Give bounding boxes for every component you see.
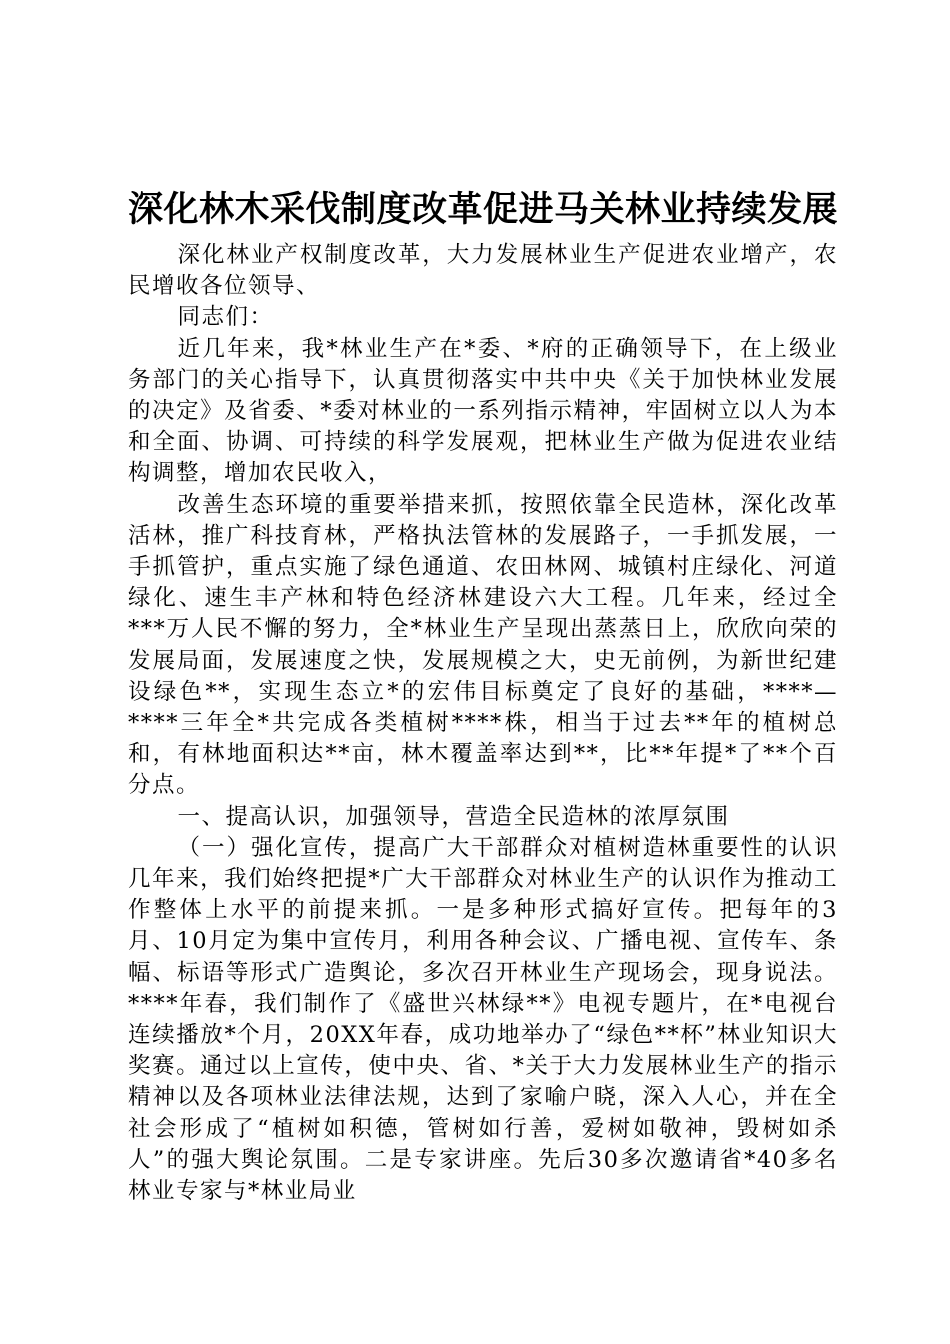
body-paragraph: 同志们： <box>177 304 274 331</box>
body-paragraph: 深化林业产权制度改革，大力发展林业生产促进农业增产，农民增收各位领导、 <box>128 242 838 300</box>
document-title: 深化林木采伐制度改革促进马关林业持续发展 <box>128 189 839 230</box>
body-paragraph: （一）强化宣传，提高广大干部群众对植树造林重要性的认识几年来，我们始终把提*广大干部群众对林业生产的认识作为推动工作整体上水平的前提来抓。一是多种形式搞好宣传。把每年的3月、10月定为集中宣传月，利用各种会议、广播电视、宣传车、条幅、标语等形式广造舆论，多次召开林业生产现场会，现身说法。****年春，我们制作了《盛世兴林绿**》电视专题片，在*电视台连续播放*个月，20XX年春，成功地举办了“绿色**杯”林业知识大奖赛。通过以上宣传，使中央、省、*关于大力发展林业生产的指示精神以及各项林业法律法规，达到了家喻户晓，深入人心，并在全社会形成了“植树如积德，管树如行善，爱树如敬神，毁树如杀人”的强大舆论氛围。二是专家讲座。先后30多次邀请省*40多名林业专家与*林业局业 <box>128 834 838 1205</box>
section-heading: 一、提高认识，加强领导，营造全民造林的浓厚氛围 <box>177 803 730 830</box>
document-body <box>128 240 838 1207</box>
body-paragraph: 近几年来，我*林业生产在*委、*府的正确领导下，在上级业务部门的关心指导下，认真贯彻落实中共中央《关于加快林业发展的决定》及省委、*委对林业的一系列指示精神，牢固树立以人为本和全面、协调、可持续的科学发展观，把林业生产做为促进农业结构调整，增加农民收入， <box>128 335 838 487</box>
body-paragraph: 改善生态环境的重要举措来抓，按照依靠全民造林，深化改革活林，推广科技育林，严格执法管林的发展路子，一手抓发展，一手抓管护，重点实施了绿色通道、农田林网、城镇村庄绿化、河道绿化、速生丰产林和特色经济林建设六大工程。几年来，经过全***万人民不懈的努力，全*林业生产呈现出蒸蒸日上，欣欣向荣的发展局面，发展速度之快，发展规模之大，史无前例，为新世纪建设绿色**，实现生态立*的宏伟目标奠定了良好的基础，****—****三年全*共完成各类植树****株，相当于过去**年的植树总和，有林地面积达**亩，林木覆盖率达到**，比**年提*了**个百分点。 <box>128 491 838 799</box>
